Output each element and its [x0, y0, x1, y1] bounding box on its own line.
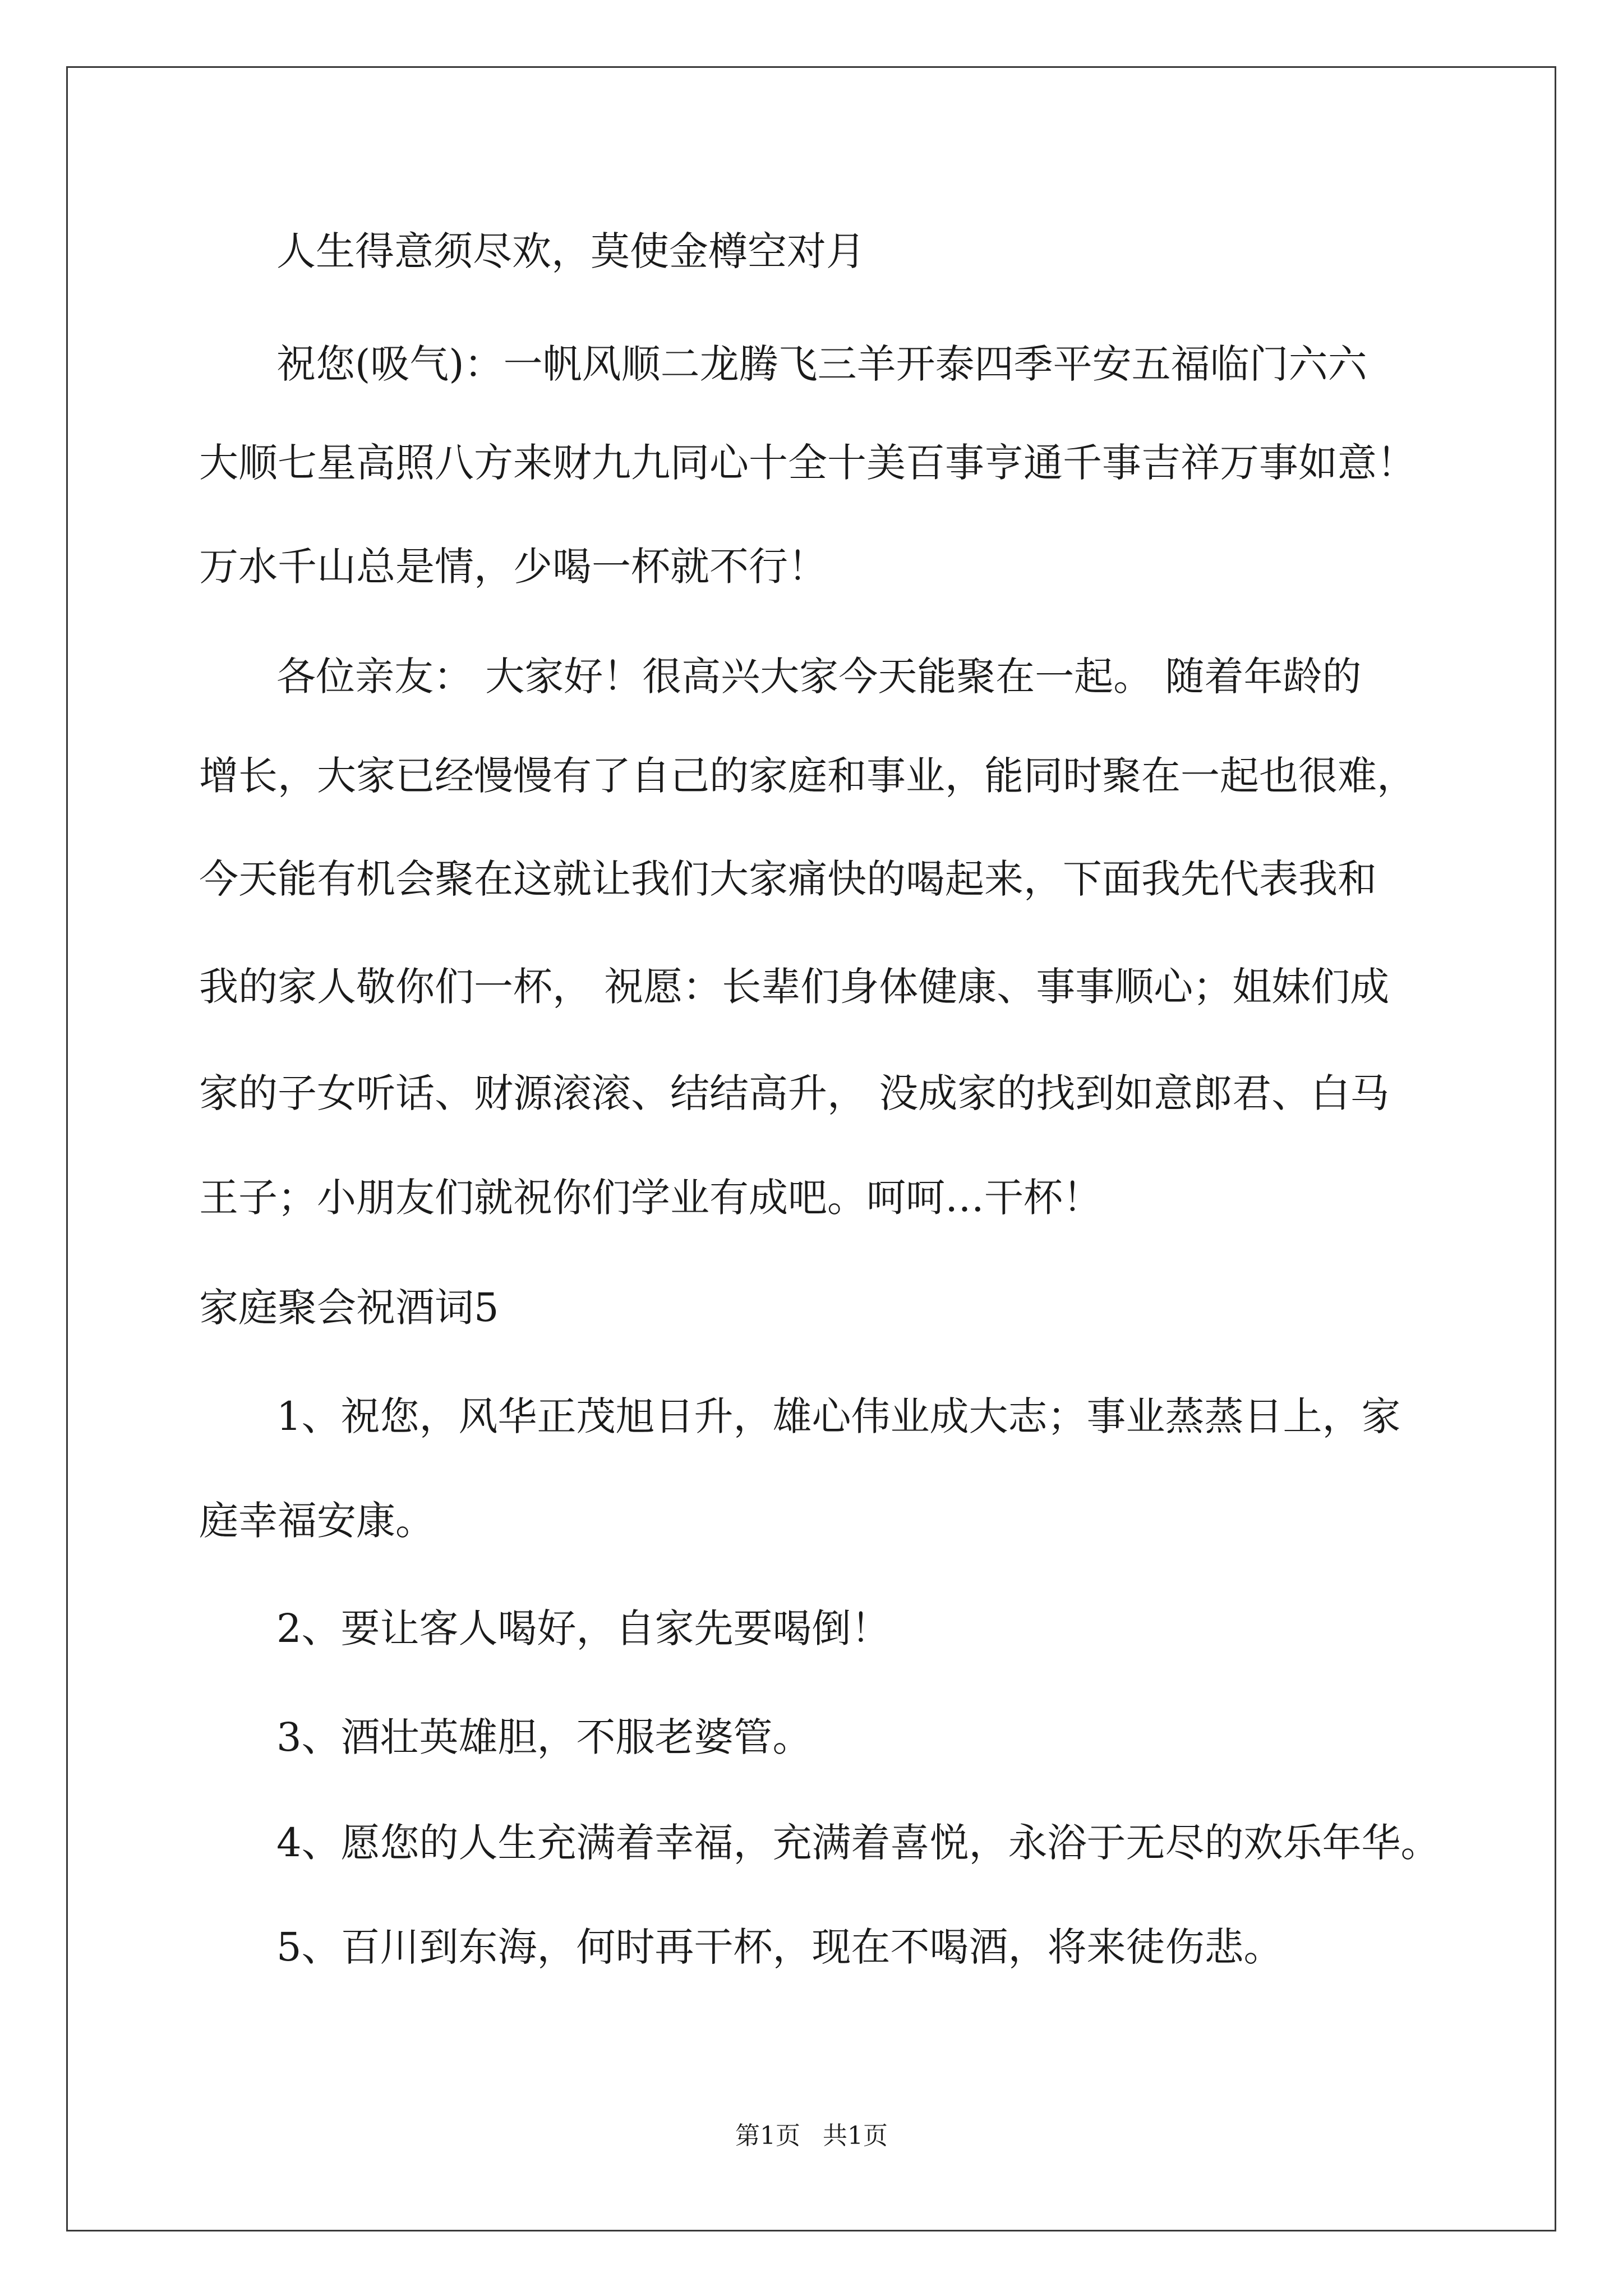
text-line: 2、要让客人喝好，自家先要喝倒！ [276, 1605, 891, 1651]
text-line: 增长，大家已经慢慢有了自己的家庭和事业，能同时聚在一起也很难， [199, 753, 1416, 799]
text-line: 王子；小朋友们就祝你们学业有成吧。呵呵…干杯！ [199, 1175, 1102, 1221]
text-line: 5、百川到东海，何时再干杯，现在不喝酒，将来徒伤悲。 [276, 1924, 1283, 1970]
text-line: 庭幸福安康。 [199, 1498, 435, 1544]
text-line: 我的家人敬你们一杯， 祝愿：长辈们身体健康、事事顺心；姐妹们成 [199, 964, 1390, 1010]
page-total: 共1页 [823, 2122, 888, 2150]
page-footer [0, 2119, 1623, 2153]
page-border [66, 66, 1556, 2231]
text-line: 1、祝您，风华正茂旭日升，雄心伟业成大志；事业蒸蒸日上，家 [276, 1393, 1401, 1439]
text-line: 4、愿您的人生充满着幸福，充满着喜悦，永浴于无尽的欢乐年华。 [276, 1820, 1440, 1866]
text-line: 家的子女听话、财源滚滚、结结高升， 没成家的找到如意郎君、白马 [199, 1070, 1390, 1116]
page-number: 第1页 [735, 2122, 800, 2150]
text-line: 大顺七星高照八方来财九九同心十全十美百事亨通千事吉祥万事如意！ [199, 440, 1416, 486]
text-line: 各位亲友： 大家好！很高兴大家今天能聚在一起。 随着年龄的 [276, 654, 1362, 700]
section-heading: 家庭聚会祝酒词5 [199, 1285, 499, 1331]
text-line: 万水千山总是情，少喝一杯就不行！ [199, 544, 827, 590]
text-line: 今天能有机会聚在这就让我们大家痛快的喝起来，下面我先代表我和 [199, 856, 1377, 902]
text-line: 人生得意须尽欢，莫使金樽空对月 [276, 228, 865, 274]
text-line: 3、酒壮英雄胆，不服老婆管。 [276, 1714, 812, 1760]
text-line: 祝您(吸气)：一帆风顺二龙腾飞三羊开泰四季平安五福临门六六 [276, 341, 1367, 387]
